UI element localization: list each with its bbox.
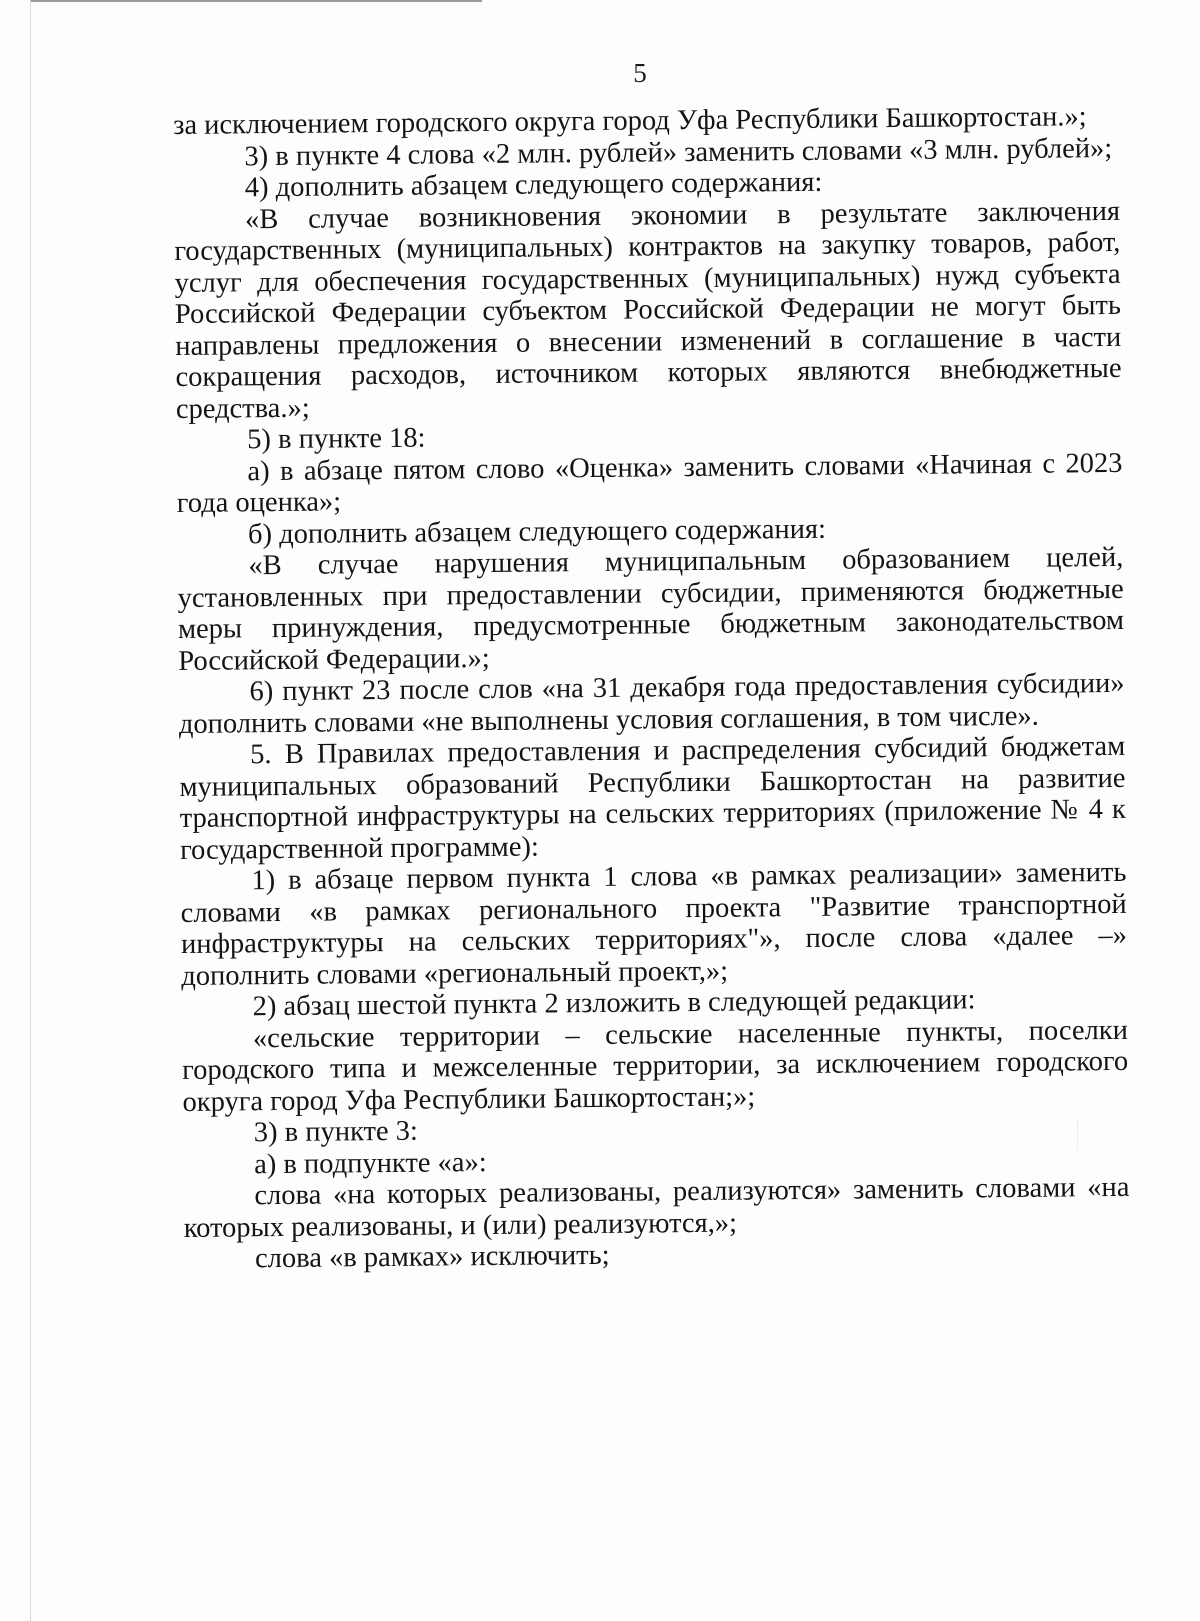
paragraph: 1) в абзаце первом пункта 1 слова «в рамках реализации» заменить словами «в рамках регионального проекта "Развитие транспортной инфраструктуры на сельских территориях"», после слова «далее –» дополнить словами «региональный проект,»; [180,856,1128,992]
paragraph: слова «на которых реализованы, реализуются» заменить словами «на которых реализованы, и (или) реализуются,»; [183,1171,1130,1244]
paragraph: слова «в рамках» исключить; [254,1239,610,1275]
scan-edge-line [30,0,482,2]
paragraph: 2) абзац шестой пункта 2 изложить в следующей редакции: [252,984,976,1023]
page-number: 5 [633,58,647,88]
paragraph: б) дополнить абзацем следующего содержания: [247,513,827,550]
paragraph: «В случае возникновения экономии в результате заключения государственных (муниципальных) контрактов на закупку товаров, работ, услуг для обеспечения государственных (муниципальных) нужд субъекта Российской Федерации субъектом Российской Федерации не могут быть направлены предложения о внесении изменений в соглашение в части сокращения расходов, источником которых являются внебюджетные средства.»; [174,195,1122,425]
paragraph: 4) дополнить абзацем следующего содержания: [244,166,823,204]
paragraph: 3) в пункте 3: [253,1115,419,1149]
scan-smudge [1077,1120,1090,1150]
document-body [173,101,1130,1276]
paragraph: 3) в пункте 4 слова «2 млн. рублей» заменить словами «3 млн. рублей»; [244,132,1113,172]
paragraph: а) в абзаце пятом слово «Оценка» заменить словами «Начиная с 2023 года оценка»; [176,447,1123,519]
paragraph: за исключением городского округа город Уфа Республики Башкортостан.»; [173,101,1087,141]
paragraph: «В случае нарушения муниципальным образованием целей, установленных при предоставлении субсидии, применяются бюджетные меры принуждения, предусмотренные бюджетным законодательством Российской Федерации.»; [177,541,1125,677]
scan-edge-left [30,0,31,1621]
paragraph: 5. В Правилах предоставления и распределения субсидий бюджетам муниципальных образований Республики Башкортостан на развитие транспортной инфраструктуры на сельских территориях (приложение № 4 к государственной программе): [179,730,1126,866]
paragraph: 5) в пункте 18: [247,422,426,456]
paragraph: 6) пункт 23 после слов «на 31 декабря года предоставления субсидии» дополнить словами «не выполнены условия соглашения, в том числе». [178,667,1125,740]
paragraph: а) в подпункте «а»: [253,1146,487,1180]
paragraph: «сельские территории – сельские населенные пункты, поселки городского типа и межселенные территории, за исключением городского округа город Уфа Республики Башкортостан;»; [182,1014,1129,1118]
